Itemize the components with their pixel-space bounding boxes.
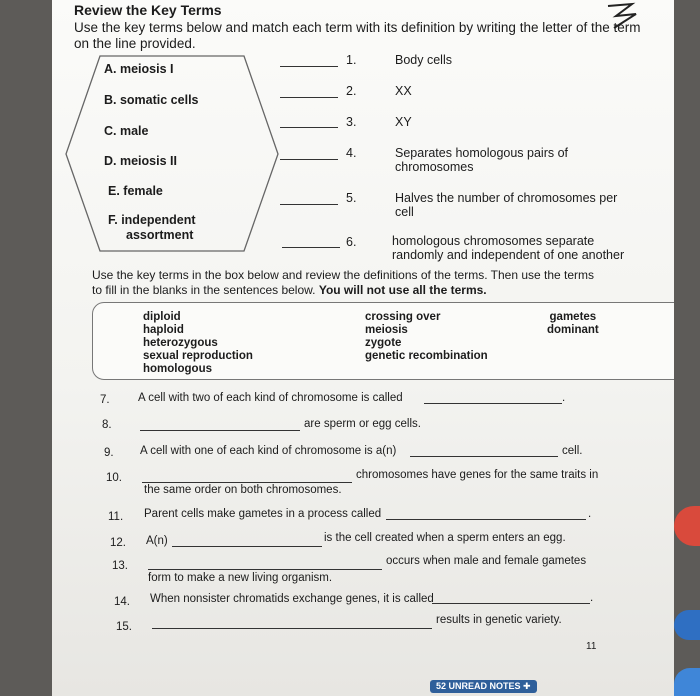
key-term: C. male	[104, 124, 149, 138]
answer-line[interactable]	[280, 204, 338, 205]
definition-number: 2.	[346, 84, 357, 98]
fill-blank-line[interactable]	[152, 628, 432, 629]
word-bank-column-3	[547, 311, 599, 337]
answer-line[interactable]	[280, 97, 338, 98]
sentence-end: .	[588, 508, 592, 520]
sentence-number: 14.	[114, 596, 130, 608]
definition-number: 3.	[346, 115, 357, 129]
instruction-line-4	[92, 283, 487, 297]
word-bank-column-1	[143, 311, 253, 376]
word-bank-column-2	[365, 311, 488, 363]
sentence-text: A cell with two of each kind of chromosome is called	[138, 392, 403, 404]
sentence-number: 11.	[108, 511, 124, 523]
definition-text: XX	[395, 84, 412, 98]
word-bank-term: genetic recombination	[365, 350, 488, 362]
unread-notes-badge[interactable]: 52 UNREAD NOTES ✚	[430, 680, 537, 693]
word-bank-term: zygote	[365, 337, 402, 349]
sentence-number: 13.	[112, 560, 128, 572]
fill-blank-line[interactable]	[410, 456, 558, 457]
sentence-number: 10.	[106, 472, 122, 484]
key-term: D. meiosis II	[104, 154, 177, 168]
fill-blank-line[interactable]	[424, 403, 562, 404]
word-bank-box	[92, 302, 674, 380]
fill-blank-line[interactable]	[172, 546, 322, 547]
key-term: assortment	[126, 228, 194, 242]
word-bank-term: diploid	[143, 311, 181, 323]
definition-number: 6.	[346, 235, 357, 249]
worksheet-page	[52, 0, 674, 696]
instruction-line-1: Use the key terms below and match each term with its definition by writing the letter of the term	[74, 20, 641, 35]
word-bank-term: meiosis	[365, 324, 408, 336]
key-term: A. meiosis I	[104, 62, 174, 76]
sentence-number: 7.	[100, 394, 110, 406]
answer-line[interactable]	[280, 66, 338, 67]
sentence-number: 15.	[116, 621, 132, 633]
sentence-text: A cell with one of each kind of chromosome is a(n)	[140, 445, 397, 457]
side-tab-blue	[674, 610, 700, 640]
side-tab-red	[674, 506, 700, 546]
sentence-text: Parent cells make gametes in a process called	[144, 508, 382, 520]
definition-text: cell	[395, 205, 414, 219]
instruction-line-3: Use the key terms in the box below and review the definitions of the terms. Then use the terms	[92, 268, 595, 282]
instruction-line-2: on the line provided.	[74, 36, 196, 51]
sentence-text: the same order on both chromosomes.	[144, 484, 342, 496]
sentence-text: chromosomes have genes for the same traits in	[356, 469, 599, 481]
sentence-text: is the cell created when a sperm enters an egg.	[324, 532, 566, 544]
sentence-end: .	[562, 392, 566, 404]
word-bank-term: sexual reproduction	[143, 350, 253, 362]
definition-text: Separates homologous pairs of	[395, 146, 569, 160]
instruction-text: to fill in the blanks in the sentences below.	[92, 283, 316, 297]
definition-text: Halves the number of chromosomes per	[395, 191, 618, 205]
answer-line[interactable]	[282, 247, 340, 248]
fill-blank-line[interactable]	[386, 519, 586, 520]
section-title: Review the Key Terms	[74, 2, 222, 18]
sentence-end: .	[590, 592, 594, 604]
fill-blank-line[interactable]	[148, 569, 382, 570]
key-term: E. female	[108, 184, 163, 198]
definition-number: 5.	[346, 191, 357, 205]
word-bank-term: homologous	[143, 363, 212, 375]
word-bank-term: crossing over	[365, 311, 441, 323]
fill-blank-line[interactable]	[432, 603, 590, 604]
fill-blank-line[interactable]	[142, 482, 352, 483]
sentence-text: are sperm or egg cells.	[304, 418, 421, 430]
definition-number: 1.	[346, 53, 357, 67]
answer-line[interactable]	[280, 159, 338, 160]
sentence-text: form to make a new living organism.	[148, 572, 333, 584]
definition-text: XY	[395, 115, 412, 129]
definition-number: 4.	[346, 146, 357, 160]
sentence-text: results in genetic variety.	[436, 614, 562, 626]
word-bank-term: heterozygous	[143, 337, 218, 349]
answer-line[interactable]	[280, 127, 338, 128]
sentence-text: occurs when male and female gametes	[386, 555, 587, 567]
sentence-text: A(n)	[146, 535, 168, 547]
definition-text: randomly and independent of one another	[392, 248, 625, 262]
word-bank-term: dominant	[547, 324, 599, 336]
key-term: B. somatic cells	[104, 93, 199, 107]
definition-text: homologous chromosomes separate	[392, 234, 595, 248]
fill-blank-line[interactable]	[140, 430, 300, 431]
sentence-number: 12.	[110, 537, 126, 549]
sentence-end: cell.	[562, 445, 583, 457]
instruction-emphasis: You will not use all the terms.	[318, 283, 487, 297]
sentence-number: 8.	[102, 419, 112, 431]
word-bank-term: haploid	[143, 324, 184, 336]
key-term: F. independent	[108, 213, 196, 227]
sentence-text: When nonsister chromatids exchange genes, it is called	[150, 593, 434, 605]
sentence-number: 9.	[104, 447, 114, 459]
word-bank-term: gametes	[549, 311, 597, 323]
side-tab-blue-bottom	[674, 668, 700, 696]
definition-text: Body cells	[395, 53, 452, 67]
page-number: 11	[586, 641, 597, 652]
definition-text: chromosomes	[395, 160, 474, 174]
